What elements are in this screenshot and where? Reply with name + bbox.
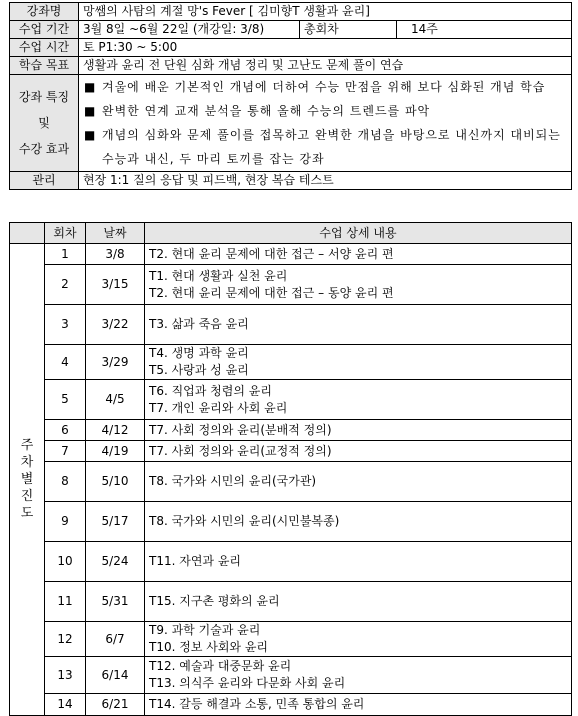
weekly-progress-char: 차 <box>20 455 34 470</box>
session-details <box>145 657 572 694</box>
time-value: 토 P1:30 ~ 5:00 <box>79 39 572 57</box>
course-name-row <box>10 3 572 21</box>
session-date: 5/31 <box>86 582 145 622</box>
session-number: 3 <box>45 305 86 345</box>
session-details <box>145 244 572 265</box>
session-date: 5/24 <box>86 542 145 582</box>
session-details <box>145 265 572 305</box>
session-date: 3/29 <box>86 345 145 380</box>
features-list <box>79 75 572 172</box>
weekly-progress-char: 주 <box>20 438 34 453</box>
session-topic: T8. 국가와 시민의 윤리(국가관) <box>149 474 317 488</box>
session-number: 13 <box>45 657 86 694</box>
feature-text: 겨울에 배운 기본적인 개념에 더하여 수능 만점을 위해 보다 심화된 개념 학습 <box>102 80 546 94</box>
session-date: 6/21 <box>86 694 145 716</box>
feature-text: 개념의 심화와 문제 풀이를 접목하고 완벽한 개념을 바탕으로 내신까지 대비되는 수능과 내신, 두 마리 토끼를 잡는 강좌 <box>102 128 561 166</box>
session-number: 8 <box>45 462 86 502</box>
session-topic: T14. 갈등 해결과 소통, 민족 통합의 윤리 <box>149 697 365 711</box>
session-number: 2 <box>45 265 86 305</box>
session-topic: T2. 현대 윤리 문제에 대한 접근 – 서양 윤리 편 <box>149 246 394 261</box>
session-topic: T7. 사회 정의와 윤리(분배적 정의) <box>149 422 332 437</box>
features-label-line-1: 강좌 특징 <box>18 90 70 104</box>
session-date: 4/5 <box>86 380 145 420</box>
session-number: 12 <box>45 622 86 657</box>
session-date: 3/8 <box>86 244 145 265</box>
features-label-line-3: 수강 효과 <box>18 142 70 156</box>
session-details <box>145 694 572 716</box>
session-topic: T6. 직업과 청렴의 윤리 <box>149 383 272 398</box>
session-date: 6/7 <box>86 622 145 657</box>
schedule-header-row <box>10 223 572 244</box>
header-details: 수업 상세 내용 <box>145 223 572 244</box>
period-row <box>10 21 572 39</box>
session-topic: T9. 과학 기술과 윤리 <box>149 623 261 637</box>
manage-label: 관리 <box>10 172 79 190</box>
period-value: 3월 8일 ~6월 22일 (개강일: 3/8) <box>79 21 300 39</box>
weekly-progress-char: 도 <box>20 506 34 521</box>
session-details <box>145 345 572 380</box>
feature-item <box>82 75 567 99</box>
weekly-progress-char: 진 <box>20 489 34 504</box>
session-topic: T12. 예술과 대중문화 윤리 <box>149 659 292 673</box>
session-details <box>145 462 572 502</box>
session-number: 4 <box>45 345 86 380</box>
square-bullet-icon: ■ <box>84 104 97 118</box>
schedule-row <box>10 694 572 716</box>
time-label: 수업 시간 <box>10 39 79 57</box>
features-label <box>10 75 79 172</box>
session-number: 7 <box>45 441 86 462</box>
session-topic: T8. 국가와 시민의 윤리(시민불복종) <box>149 514 340 528</box>
weekly-progress-label <box>10 244 45 716</box>
session-topic: T2. 현대 윤리 문제에 대한 접근 – 동양 윤리 편 <box>149 285 394 300</box>
session-topic: T7. 사회 정의와 윤리(교정적 정의) <box>149 443 332 458</box>
schedule-row <box>10 345 572 380</box>
header-date: 날짜 <box>86 223 145 244</box>
session-date: 5/17 <box>86 502 145 542</box>
square-bullet-icon: ■ <box>84 128 97 142</box>
header-blank-cell <box>10 223 45 244</box>
feature-item <box>82 123 567 171</box>
session-number: 11 <box>45 582 86 622</box>
schedule-row <box>10 244 572 265</box>
schedule-row <box>10 420 572 441</box>
schedule-row <box>10 305 572 345</box>
session-date: 4/12 <box>86 420 145 441</box>
session-topic: T11. 자연과 윤리 <box>149 554 242 568</box>
session-topic: T10. 정보 사회와 윤리 <box>149 640 269 654</box>
total-value: 14주 <box>397 21 572 39</box>
manage-row <box>10 172 572 190</box>
schedule-table <box>9 222 572 716</box>
feature-item <box>82 99 567 123</box>
schedule-row <box>10 265 572 305</box>
session-topic: T15. 지구촌 평화의 윤리 <box>149 594 280 608</box>
goal-label: 학습 목표 <box>10 57 79 75</box>
session-topic: T1. 현대 생활과 실천 윤리 <box>149 268 288 283</box>
schedule-row <box>10 622 572 657</box>
session-details <box>145 622 572 657</box>
features-row <box>10 75 572 172</box>
session-details <box>145 380 572 420</box>
total-label: 총회차 <box>300 21 397 39</box>
session-topic: T13. 의식주 윤리와 다문화 사회 윤리 <box>149 676 346 690</box>
schedule-row <box>10 582 572 622</box>
session-number: 5 <box>45 380 86 420</box>
schedule-row <box>10 441 572 462</box>
session-details <box>145 582 572 622</box>
session-details <box>145 305 572 345</box>
weekly-progress-char: 별 <box>20 472 34 487</box>
session-date: 6/14 <box>86 657 145 694</box>
schedule-row <box>10 380 572 420</box>
period-label: 수업 기간 <box>10 21 79 39</box>
session-date: 4/19 <box>86 441 145 462</box>
session-topic: T4. 생명 과학 윤리 <box>149 346 249 360</box>
session-details <box>145 542 572 582</box>
schedule-row <box>10 502 572 542</box>
goal-value: 생활과 윤리 전 단원 심화 개념 정리 및 고난도 문제 풀이 연습 <box>79 57 572 75</box>
session-date: 3/15 <box>86 265 145 305</box>
session-date: 5/10 <box>86 462 145 502</box>
session-details <box>145 441 572 462</box>
square-bullet-icon: ■ <box>84 80 97 94</box>
session-number: 14 <box>45 694 86 716</box>
features-label-line-2: 및 <box>38 116 50 130</box>
course-name-label: 강좌명 <box>10 3 79 21</box>
session-number: 6 <box>45 420 86 441</box>
session-number: 10 <box>45 542 86 582</box>
session-number: 9 <box>45 502 86 542</box>
schedule-row <box>10 657 572 694</box>
schedule-row <box>10 542 572 582</box>
session-details <box>145 420 572 441</box>
session-number: 1 <box>45 244 86 265</box>
course-info-table <box>9 2 572 190</box>
session-date: 3/22 <box>86 305 145 345</box>
session-topic: T3. 삶과 죽음 윤리 <box>149 317 249 331</box>
session-topic: T5. 사랑과 성 윤리 <box>149 363 249 377</box>
goal-row <box>10 57 572 75</box>
header-session: 회차 <box>45 223 86 244</box>
time-row <box>10 39 572 57</box>
course-name-value: 망쌤의 사탐의 계절 망's Fever [ 김미향T 생활과 윤리] <box>79 3 572 21</box>
feature-text: 완벽한 연계 교재 분석을 통해 올해 수능의 트렌드를 파악 <box>102 104 431 118</box>
session-details <box>145 502 572 542</box>
schedule-row <box>10 462 572 502</box>
manage-value: 현장 1:1 질의 응답 및 피드백, 현장 복습 테스트 <box>79 172 572 190</box>
session-topic: T7. 개인 윤리와 사회 윤리 <box>149 400 288 415</box>
